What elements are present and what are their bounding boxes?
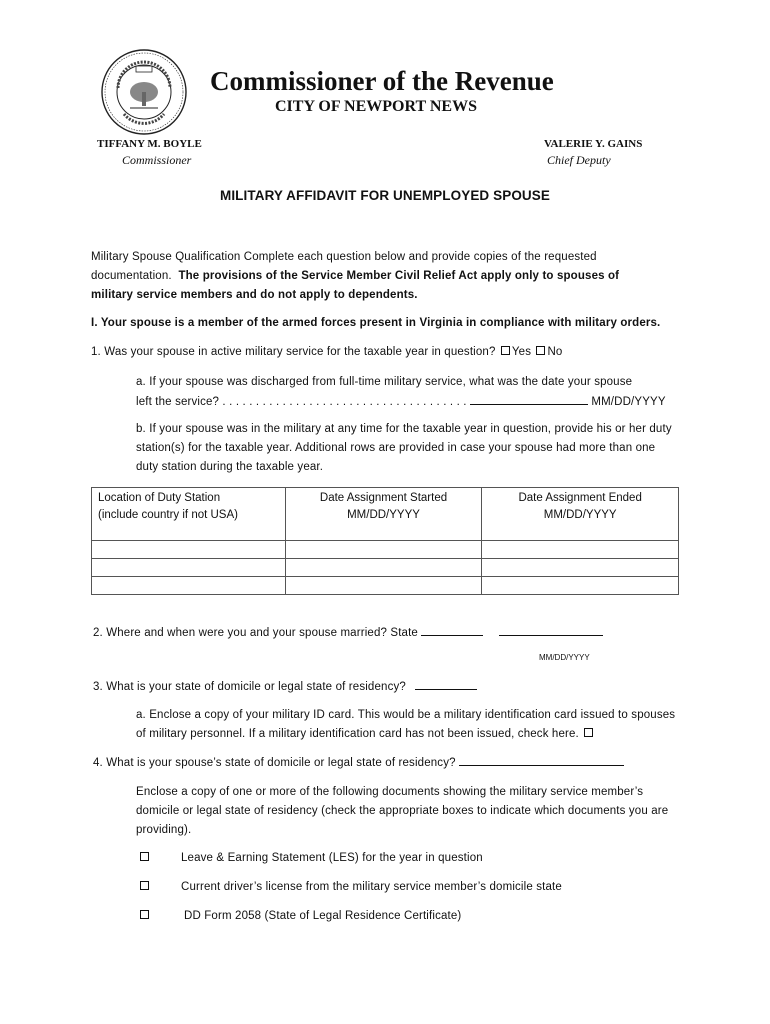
city-name: CITY OF NEWPORT NEWS	[275, 98, 477, 115]
question-1-text: 1. Was your spouse in active military service for the taxable year in question?	[91, 346, 496, 358]
les-checkbox[interactable]	[140, 852, 149, 861]
col-location-title: Location of Duty Station	[98, 492, 221, 504]
col-started-format: MM/DD/YYYY	[347, 509, 420, 521]
marriage-date-format: MM/DD/YYYY	[539, 653, 590, 662]
col-ended-title: Date Assignment Ended	[518, 492, 642, 504]
question-3	[93, 677, 477, 697]
commissioner-name: TIFFANY M. BOYLE	[97, 138, 202, 150]
intro-bold-text: The provisions of the Service Member Civil Relief Act apply only to spouses of military service members and do not apply to dependents.	[91, 270, 620, 301]
start-date-cell[interactable]	[285, 577, 482, 595]
question-3a-text: a. Enclose a copy of your military ID card. This would be a military identification card issued to spouses of military personnel. If a military identification card has not been issued, check here.	[136, 709, 676, 740]
license-label: Current driver’s license from the military service member’s domicile state	[181, 881, 562, 893]
commissioner-role: Commissioner	[122, 153, 192, 167]
your-domicile-field[interactable]	[415, 677, 477, 690]
marriage-state-field[interactable]	[421, 623, 483, 636]
question-1a-line1: a. If your spouse was discharged from full-time military service, what was the date your spouse	[136, 376, 633, 388]
col-started-header	[285, 488, 482, 541]
marriage-date-field[interactable]	[499, 623, 603, 636]
discharge-date-field[interactable]	[470, 392, 588, 405]
duty-location-cell[interactable]	[92, 559, 286, 577]
col-started-title: Date Assignment Started	[319, 492, 448, 504]
start-date-cell[interactable]	[285, 559, 482, 577]
col-ended-header	[482, 488, 679, 541]
question-2	[93, 623, 603, 643]
no-id-card-checkbox[interactable]	[584, 728, 593, 737]
end-date-cell[interactable]	[482, 559, 679, 577]
question-2-text: 2. Where and when were you and your spouse married? State	[93, 627, 418, 639]
q1-yes-checkbox[interactable]	[501, 346, 510, 355]
question-4-text: 4. What is your spouse’s state of domicile or legal state of residency?	[93, 757, 456, 769]
section-1-heading: I. Your spouse is a member of the armed forces present in Virginia in compliance with military orders.	[91, 317, 661, 329]
intro-paragraph	[91, 248, 651, 305]
question-1a	[136, 373, 666, 412]
form-title: MILITARY AFFIDAVIT FOR UNEMPLOYED SPOUSE	[219, 188, 550, 203]
les-label: Leave & Earning Statement (LES) for the year in question	[181, 852, 483, 864]
duty-location-cell[interactable]	[92, 577, 286, 595]
spouse-domicile-field[interactable]	[459, 753, 624, 766]
office-title: Commissioner of the Revenue	[210, 66, 554, 96]
document-option-license	[138, 878, 562, 897]
document-option-les	[138, 849, 483, 868]
table-row	[92, 541, 679, 559]
document-option-dd2058	[138, 907, 462, 926]
license-checkbox[interactable]	[140, 881, 149, 890]
table-row	[92, 577, 679, 595]
start-date-cell[interactable]	[285, 541, 482, 559]
question-3a	[136, 706, 676, 744]
dd2058-checkbox[interactable]	[140, 910, 149, 919]
q1-no-checkbox[interactable]	[536, 346, 545, 355]
duty-location-cell[interactable]	[92, 541, 286, 559]
duty-station-table	[91, 487, 679, 595]
question-1	[91, 343, 562, 362]
chief-deputy-name: VALERIE Y. GAINS	[544, 138, 643, 150]
intro-text: Military Spouse Qualification Complete each question below and provide copies of the requested documentation.	[91, 251, 597, 282]
q1-no-label: No	[547, 346, 563, 358]
question-1a-leader: left the service? . . . . . . . . . . . . . . . . . . . . . . . . . . . . . . . . . . . . .	[136, 396, 467, 408]
dd2058-label: DD Form 2058 (State of Legal Residence Certificate)	[184, 910, 462, 922]
end-date-cell[interactable]	[482, 577, 679, 595]
col-location-note: (include country if not USA)	[98, 509, 238, 521]
question-3-text: 3. What is your state of domicile or legal state of residency?	[93, 681, 406, 693]
chief-deputy-role: Chief Deputy	[547, 153, 611, 167]
question-1a-line2	[136, 392, 666, 412]
col-ended-format: MM/DD/YYYY	[543, 509, 617, 521]
q1-yes-label: Yes	[511, 346, 532, 358]
question-4-instructions: Enclose a copy of one or more of the following documents showing the military service member’s domicile or legal state of residency (check the appropriate boxes to indicate which documents you are providing).	[136, 786, 669, 836]
question-4	[93, 753, 624, 773]
col-location-header	[92, 488, 286, 541]
discharge-date-format: MM/DD/YYYY	[591, 396, 666, 408]
end-date-cell[interactable]	[482, 541, 679, 559]
question-1b: b. If your spouse was in the military at any time for the taxable year in question, provide his or her duty station(s) for the taxable year. Additional rows are provided in case your spouse had more than one duty station during the taxable year.	[136, 423, 672, 473]
table-row	[92, 559, 679, 577]
